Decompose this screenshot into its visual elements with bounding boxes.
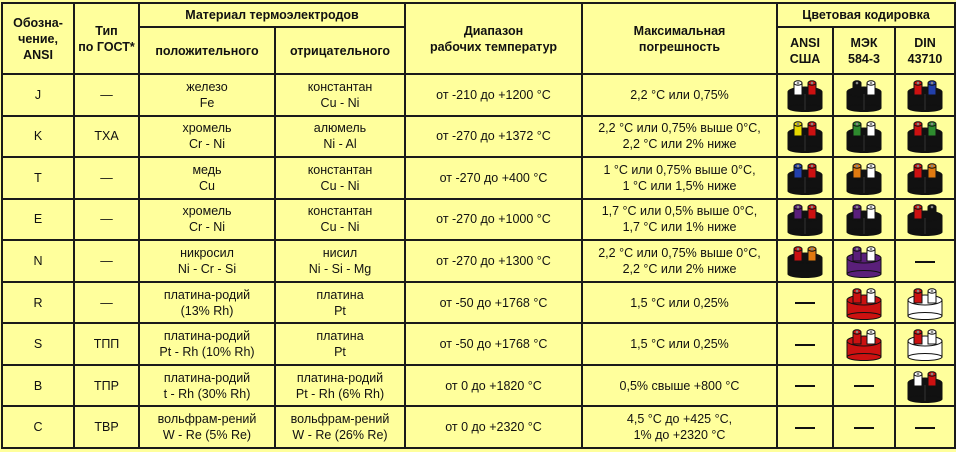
cell-color-ansi	[777, 365, 833, 407]
positive-material-text: W - Re (5% Re)	[162, 428, 252, 443]
thermocouple-wire-icon	[844, 286, 884, 320]
cell-color-iec	[833, 74, 895, 116]
cell-color-din	[895, 365, 955, 407]
header-text: чение,	[18, 31, 58, 46]
negative-material-text: платина-родий	[296, 370, 384, 385]
cell-gost-type: —	[74, 199, 139, 241]
conductor-right-core	[811, 206, 814, 209]
negative-material-text: алюмель	[313, 121, 367, 136]
col-header-error	[582, 3, 777, 74]
positive-material-text: (13% Rh)	[180, 303, 234, 318]
conductor-left-core	[856, 248, 859, 251]
thermocouple-wire-icon	[905, 161, 945, 195]
thermocouple-wire-icon	[844, 327, 884, 361]
conductor-left-core	[856, 206, 859, 209]
error-text: 1,5 °С или 0,25%	[630, 337, 729, 352]
cell-negative-material	[275, 74, 405, 116]
no-coding-dash	[915, 261, 935, 263]
conductor-left-core	[856, 123, 859, 126]
no-coding-dash	[795, 427, 815, 429]
conductor-right-core	[811, 165, 814, 168]
cell-color-ansi	[777, 157, 833, 199]
no-coding-dash	[795, 385, 815, 387]
conductor-left-core	[917, 123, 920, 126]
negative-material-text: Cu - Ni	[320, 178, 360, 193]
positive-material-text: вольфрам-рений	[157, 412, 257, 427]
conductor-right-core	[931, 81, 934, 84]
conductor-right-core	[870, 289, 873, 292]
col-header-positive: положительного	[139, 27, 275, 74]
cable-jacket-bottom	[908, 312, 942, 319]
cell-positive-material	[139, 240, 275, 282]
table-row	[2, 199, 955, 241]
error-text: 1,7 °С или 1% ниже	[622, 220, 737, 235]
cable-jacket-bottom	[847, 270, 881, 277]
header-text: погрешность	[638, 39, 721, 54]
cell-color-iec	[833, 406, 895, 448]
cell-error	[582, 199, 777, 241]
positive-material-text: железо	[186, 79, 228, 94]
negative-material-text: Pt - Rh (6% Rh)	[295, 386, 385, 401]
negative-material-text: Ni - Al	[323, 137, 357, 152]
negative-material-text: платина	[316, 287, 364, 302]
header-text: 43710	[907, 51, 943, 66]
col-header-material: Материал термоэлектродов	[139, 3, 405, 27]
cable-jacket-bottom	[908, 354, 942, 361]
positive-material-text: хромель	[182, 121, 232, 136]
cell-range: от -50 до +1768 °С	[405, 282, 582, 324]
header-text: Тип	[95, 23, 118, 38]
cell-code: E	[2, 199, 74, 241]
error-text: 1 °С или 1,5% ниже	[622, 178, 737, 193]
cable-jacket-bottom	[847, 312, 881, 319]
error-text: 1,7 °С или 0,5% выше 0°С,	[601, 204, 758, 219]
conductor-left-core	[917, 81, 920, 84]
negative-material-text: Cu - Ni	[320, 220, 360, 235]
no-coding-dash	[795, 344, 815, 346]
cell-gost-type: ТПП	[74, 323, 139, 365]
col-header-gost-type	[74, 3, 139, 74]
cable-jacket-bottom	[847, 354, 881, 361]
cell-code: C	[2, 406, 74, 448]
cell-color-din	[895, 282, 955, 324]
cell-negative-material	[275, 199, 405, 241]
cell-color-ansi	[777, 282, 833, 324]
negative-material-text: константан	[307, 162, 373, 177]
cell-positive-material	[139, 157, 275, 199]
cell-color-iec	[833, 323, 895, 365]
cell-color-iec	[833, 240, 895, 282]
conductor-right-core	[870, 81, 873, 84]
thermocouple-table	[1, 2, 956, 449]
cell-negative-material	[275, 406, 405, 448]
error-text: 0,5% свыше +800 °С	[619, 378, 740, 393]
thermocouple-wire-icon	[905, 78, 945, 112]
cell-gost-type: ТВР	[74, 406, 139, 448]
cell-positive-material	[139, 365, 275, 407]
cell-error	[582, 240, 777, 282]
cell-positive-material	[139, 74, 275, 116]
error-text: 1% до +2320 °С	[633, 428, 726, 443]
conductor-right-core	[870, 331, 873, 334]
negative-material-text: нисил	[322, 245, 358, 260]
table-row	[2, 74, 955, 116]
header-text: DIN	[914, 35, 936, 50]
cell-positive-material	[139, 406, 275, 448]
conductor-right-core	[870, 248, 873, 251]
negative-material-text: Pt	[334, 303, 346, 318]
table-body	[2, 74, 955, 448]
table-row	[2, 323, 955, 365]
thermocouple-wire-icon	[905, 286, 945, 320]
col-header-designation	[2, 3, 74, 74]
cell-code: B	[2, 365, 74, 407]
cell-negative-material	[275, 116, 405, 158]
thermocouple-wire-icon	[785, 244, 825, 278]
header-text: ANSI	[23, 47, 53, 62]
no-coding-dash	[795, 302, 815, 304]
error-text: 1 °С или 0,75% выше 0°С,	[603, 162, 756, 177]
conductor-right-core	[931, 206, 934, 209]
conductor-right-core	[811, 81, 814, 84]
cell-error	[582, 406, 777, 448]
col-header-negative: отрицательного	[275, 27, 405, 74]
thermocouple-wire-icon	[785, 78, 825, 112]
conductor-right-core	[931, 289, 934, 292]
conductor-left-core	[917, 331, 920, 334]
thermocouple-wire-icon	[905, 369, 945, 403]
error-text: 2,2 °С или 0,75% выше 0°С,	[598, 121, 761, 136]
positive-material-text: медь	[192, 162, 222, 177]
cell-color-din	[895, 199, 955, 241]
conductor-left-core	[797, 206, 800, 209]
cell-color-ansi	[777, 406, 833, 448]
cell-color-din	[895, 116, 955, 158]
conductor-left-core	[797, 81, 800, 84]
cable-jacket-top	[908, 295, 942, 305]
conductor-right-core	[811, 123, 814, 126]
no-coding-dash	[854, 427, 874, 429]
cell-color-iec	[833, 199, 895, 241]
cell-error	[582, 74, 777, 116]
conductor-left-core	[856, 81, 859, 84]
cell-positive-material	[139, 199, 275, 241]
thermocouple-wire-icon	[844, 78, 884, 112]
col-header-iec	[833, 27, 895, 74]
conductor-right-core	[931, 372, 934, 375]
cell-negative-material	[275, 240, 405, 282]
negative-material-text: Cu - Ni	[320, 95, 360, 110]
cell-range: от -270 до +1000 °С	[405, 199, 582, 241]
header-row	[2, 3, 955, 27]
cable-jacket-top	[847, 336, 881, 346]
table-row	[2, 282, 955, 324]
thermocouple-wire-icon	[844, 161, 884, 195]
conductor-right-core	[931, 123, 934, 126]
cable-jacket-top	[847, 253, 881, 263]
cell-range: от 0 до +2320 °С	[405, 406, 582, 448]
table-row	[2, 116, 955, 158]
cell-gost-type: ТПР	[74, 365, 139, 407]
cell-negative-material	[275, 365, 405, 407]
cell-color-din	[895, 74, 955, 116]
conductor-right-core	[931, 331, 934, 334]
cable-jacket-top	[788, 253, 822, 263]
cell-code: S	[2, 323, 74, 365]
cell-positive-material	[139, 282, 275, 324]
header-text: 584-3	[848, 51, 880, 66]
header-text: МЭК	[850, 35, 878, 50]
table-row	[2, 157, 955, 199]
positive-material-text: платина-родий	[163, 329, 251, 344]
conductor-left-core	[856, 289, 859, 292]
positive-material-text: t - Rh (30% Rh)	[163, 386, 251, 401]
cell-color-iec	[833, 116, 895, 158]
positive-material-text: Cu	[199, 178, 215, 193]
cell-code: J	[2, 74, 74, 116]
positive-material-text: Cr - Ni	[188, 137, 226, 152]
cell-color-iec	[833, 282, 895, 324]
table-row	[2, 365, 955, 407]
col-header-ansi	[777, 27, 833, 74]
col-header-din	[895, 27, 955, 74]
error-text: 2,2 °С или 0,75%	[630, 87, 729, 102]
cell-negative-material	[275, 157, 405, 199]
cell-range: от -270 до +400 °С	[405, 157, 582, 199]
header-text: Максимальная	[633, 23, 726, 38]
conductor-left-core	[856, 165, 859, 168]
cell-color-din	[895, 406, 955, 448]
cell-negative-material	[275, 282, 405, 324]
header-text: ANSI	[790, 35, 820, 50]
cell-error	[582, 282, 777, 324]
positive-material-text: платина-родий	[163, 370, 251, 385]
positive-material-text: платина-родий	[163, 287, 251, 302]
cell-range: от -50 до +1768 °С	[405, 323, 582, 365]
negative-material-text: Ni - Si - Mg	[308, 261, 372, 276]
conductor-left-core	[797, 165, 800, 168]
error-text: 1,5 °С или 0,25%	[630, 295, 729, 310]
thermocouple-wire-icon	[905, 202, 945, 236]
error-text: 2,2 °С или 2% ниже	[622, 137, 737, 152]
conductor-right-core	[870, 206, 873, 209]
negative-material-text: вольфрам-рений	[290, 412, 390, 427]
no-coding-dash	[915, 427, 935, 429]
negative-material-text: константан	[307, 79, 373, 94]
thermocouple-wire-icon	[905, 119, 945, 153]
cell-range: от -210 до +1200 °С	[405, 74, 582, 116]
table-row	[2, 406, 955, 448]
error-text: 4,5 °С до +425 °С,	[626, 412, 733, 427]
no-coding-dash	[854, 385, 874, 387]
cell-error	[582, 323, 777, 365]
cable-jacket-top	[847, 295, 881, 305]
error-text: 2,2 °С или 2% ниже	[622, 261, 737, 276]
conductor-left-core	[797, 248, 800, 251]
header-text: рабочих температур	[429, 39, 558, 54]
cell-gost-type: —	[74, 282, 139, 324]
cell-code: T	[2, 157, 74, 199]
header-text: США	[789, 51, 821, 66]
thermocouple-wire-icon	[844, 202, 884, 236]
header-text: Диапазон	[463, 23, 524, 38]
cell-code: N	[2, 240, 74, 282]
cell-gost-type: —	[74, 157, 139, 199]
cell-color-ansi	[777, 74, 833, 116]
negative-material-text: Pt	[334, 345, 346, 360]
conductor-left-core	[917, 165, 920, 168]
cell-positive-material	[139, 323, 275, 365]
cable-jacket-bottom	[788, 270, 822, 277]
cell-color-ansi	[777, 240, 833, 282]
positive-material-text: никросил	[180, 245, 234, 260]
col-header-color-coding: Цветовая кодировка	[777, 3, 955, 27]
cell-negative-material	[275, 323, 405, 365]
negative-material-text: платина	[316, 329, 364, 344]
conductor-right-core	[931, 165, 934, 168]
positive-material-text: хромель	[182, 204, 232, 219]
conductor-right-core	[870, 165, 873, 168]
cell-positive-material	[139, 116, 275, 158]
cell-color-ansi	[777, 116, 833, 158]
col-header-range	[405, 3, 582, 74]
thermocouple-wire-icon	[905, 327, 945, 361]
cable-jacket-top	[908, 336, 942, 346]
positive-material-text: Fe	[199, 95, 215, 110]
thermocouple-wire-icon	[785, 202, 825, 236]
thermocouple-wire-icon	[785, 119, 825, 153]
cell-error	[582, 116, 777, 158]
cell-gost-type: —	[74, 240, 139, 282]
conductor-right-core	[870, 123, 873, 126]
thermocouple-wire-icon	[844, 119, 884, 153]
conductor-left-core	[917, 289, 920, 292]
thermocouple-wire-icon	[785, 161, 825, 195]
cell-range: от -270 до +1300 °С	[405, 240, 582, 282]
conductor-left-core	[856, 331, 859, 334]
positive-material-text: Ni - Cr - Si	[177, 261, 237, 276]
cell-color-ansi	[777, 199, 833, 241]
cell-color-din	[895, 323, 955, 365]
header-text: Обозна-	[13, 15, 63, 30]
positive-material-text: Pt - Rh (10% Rh)	[159, 345, 255, 360]
cell-color-din	[895, 240, 955, 282]
cell-gost-type: —	[74, 74, 139, 116]
cell-color-iec	[833, 365, 895, 407]
conductor-left-core	[917, 206, 920, 209]
cell-code: K	[2, 116, 74, 158]
table-row	[2, 240, 955, 282]
conductor-right-core	[811, 248, 814, 251]
conductor-left-core	[917, 372, 920, 375]
cell-gost-type: ТХА	[74, 116, 139, 158]
cell-range: от -270 до +1372 °С	[405, 116, 582, 158]
cell-error	[582, 157, 777, 199]
cell-code: R	[2, 282, 74, 324]
cell-color-iec	[833, 157, 895, 199]
header-text: по ГОСТ*	[78, 39, 135, 54]
positive-material-text: Cr - Ni	[188, 220, 226, 235]
cell-color-din	[895, 157, 955, 199]
negative-material-text: W - Re (26% Re)	[292, 428, 388, 443]
negative-material-text: константан	[307, 204, 373, 219]
thermocouple-wire-icon	[844, 244, 884, 278]
error-text: 2,2 °С или 0,75% выше 0°С,	[598, 245, 761, 260]
cell-color-ansi	[777, 323, 833, 365]
conductor-left-core	[797, 123, 800, 126]
cell-error	[582, 365, 777, 407]
cell-range: от 0 до +1820 °С	[405, 365, 582, 407]
